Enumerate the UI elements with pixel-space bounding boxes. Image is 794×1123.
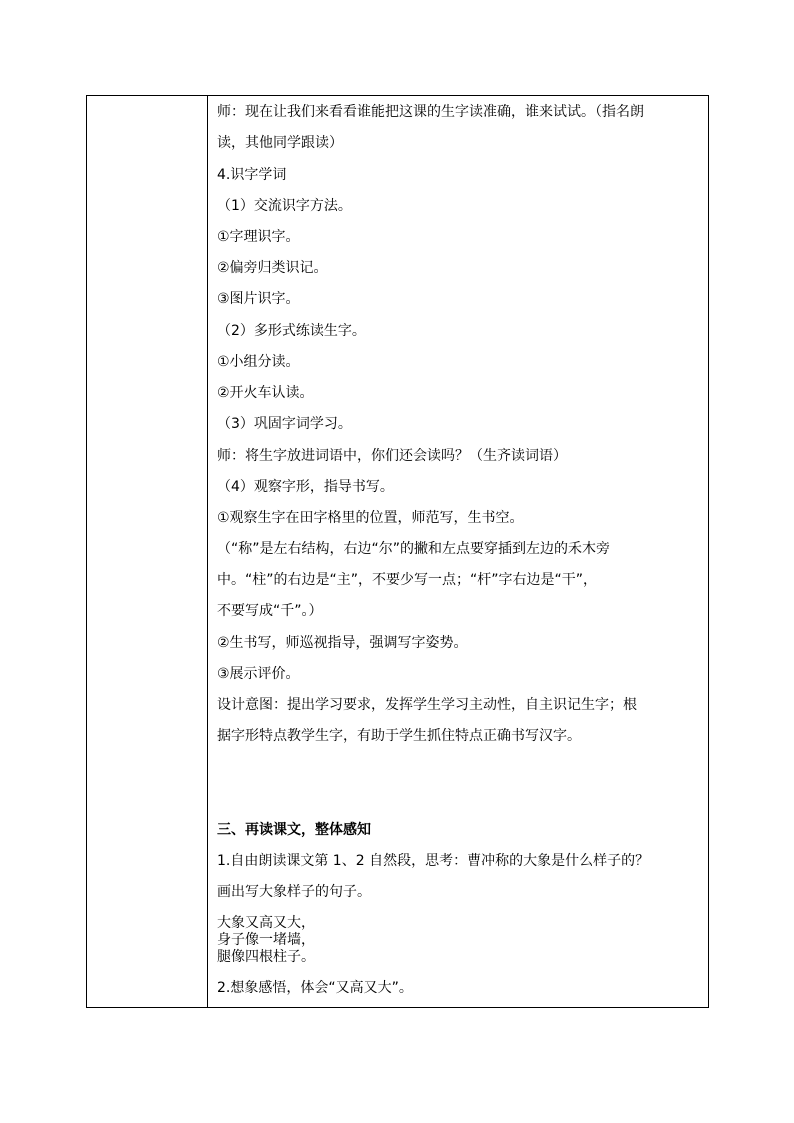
text-line: （“称”是左右结构，右边“尔”的撇和左点要穿插到左边的禾木旁 (217, 541, 611, 557)
text-line: 不要写成“千”。） (217, 603, 323, 619)
text-line: （4）观察字形，指导书写。 (217, 479, 394, 495)
section-heading: 三、再读课文，整体感知 (217, 822, 371, 838)
design-intent-line: 设计意图：提出学习要求，发挥学生学习主动性，自主识记生字；根 (217, 697, 637, 713)
section-heading: 4.识字学词 (217, 167, 287, 183)
text-line: （1）交流识字方法。 (217, 198, 352, 214)
table-left-column (87, 96, 208, 1007)
text-line: 中。“柱”的右边是“主”，不要少写一点；“杆”字右边是“干”， (217, 572, 598, 588)
poem-line: 大象又高又大， (217, 915, 315, 931)
text-line: ③展示评价。 (217, 666, 300, 682)
lesson-table (86, 95, 709, 1008)
text-line: ①小组分读。 (217, 354, 300, 370)
text-line: ②开火车认读。 (217, 385, 314, 401)
text-line: 1.自由朗读课文第 1、2 自然段，思考：曹冲称的大象是什么样子的？ (217, 853, 650, 869)
text-line: ①字理识字。 (217, 229, 300, 245)
text-line: ③图片识字。 (217, 291, 300, 307)
text-line: 2.想象感悟，体会“又高又大”。 (217, 980, 413, 996)
text-line: ②生书写，师巡视指导，强调写字姿势。 (217, 635, 468, 651)
design-intent-line: 据字形特点教学生字，有助于学生抓住特点正确书写汉字。 (217, 728, 581, 744)
table-right-column (208, 96, 708, 1007)
text-line: 师：将生字放进词语中，你们还会读吗？（生齐读词语） (217, 448, 567, 464)
text-line: ②偏旁归类识记。 (217, 260, 328, 276)
text-line: 师：现在让我们来看看谁能把这课的生字读准确，谁来试试。（指名朗 (217, 104, 644, 120)
text-line: 画出写大象样子的句子。 (217, 884, 371, 900)
poem-line: 身子像一堵墙， (217, 932, 315, 948)
text-line: （2）多形式练读生字。 (217, 323, 366, 339)
text-line: ①观察生字在田字格里的位置，师范写，生书空。 (217, 510, 524, 526)
text-line: （3）巩固字词学习。 (217, 416, 352, 432)
text-line: 读，其他同学跟读） (217, 135, 343, 151)
poem-line: 腿像四根柱子。 (217, 949, 315, 965)
poem-block (217, 915, 702, 966)
